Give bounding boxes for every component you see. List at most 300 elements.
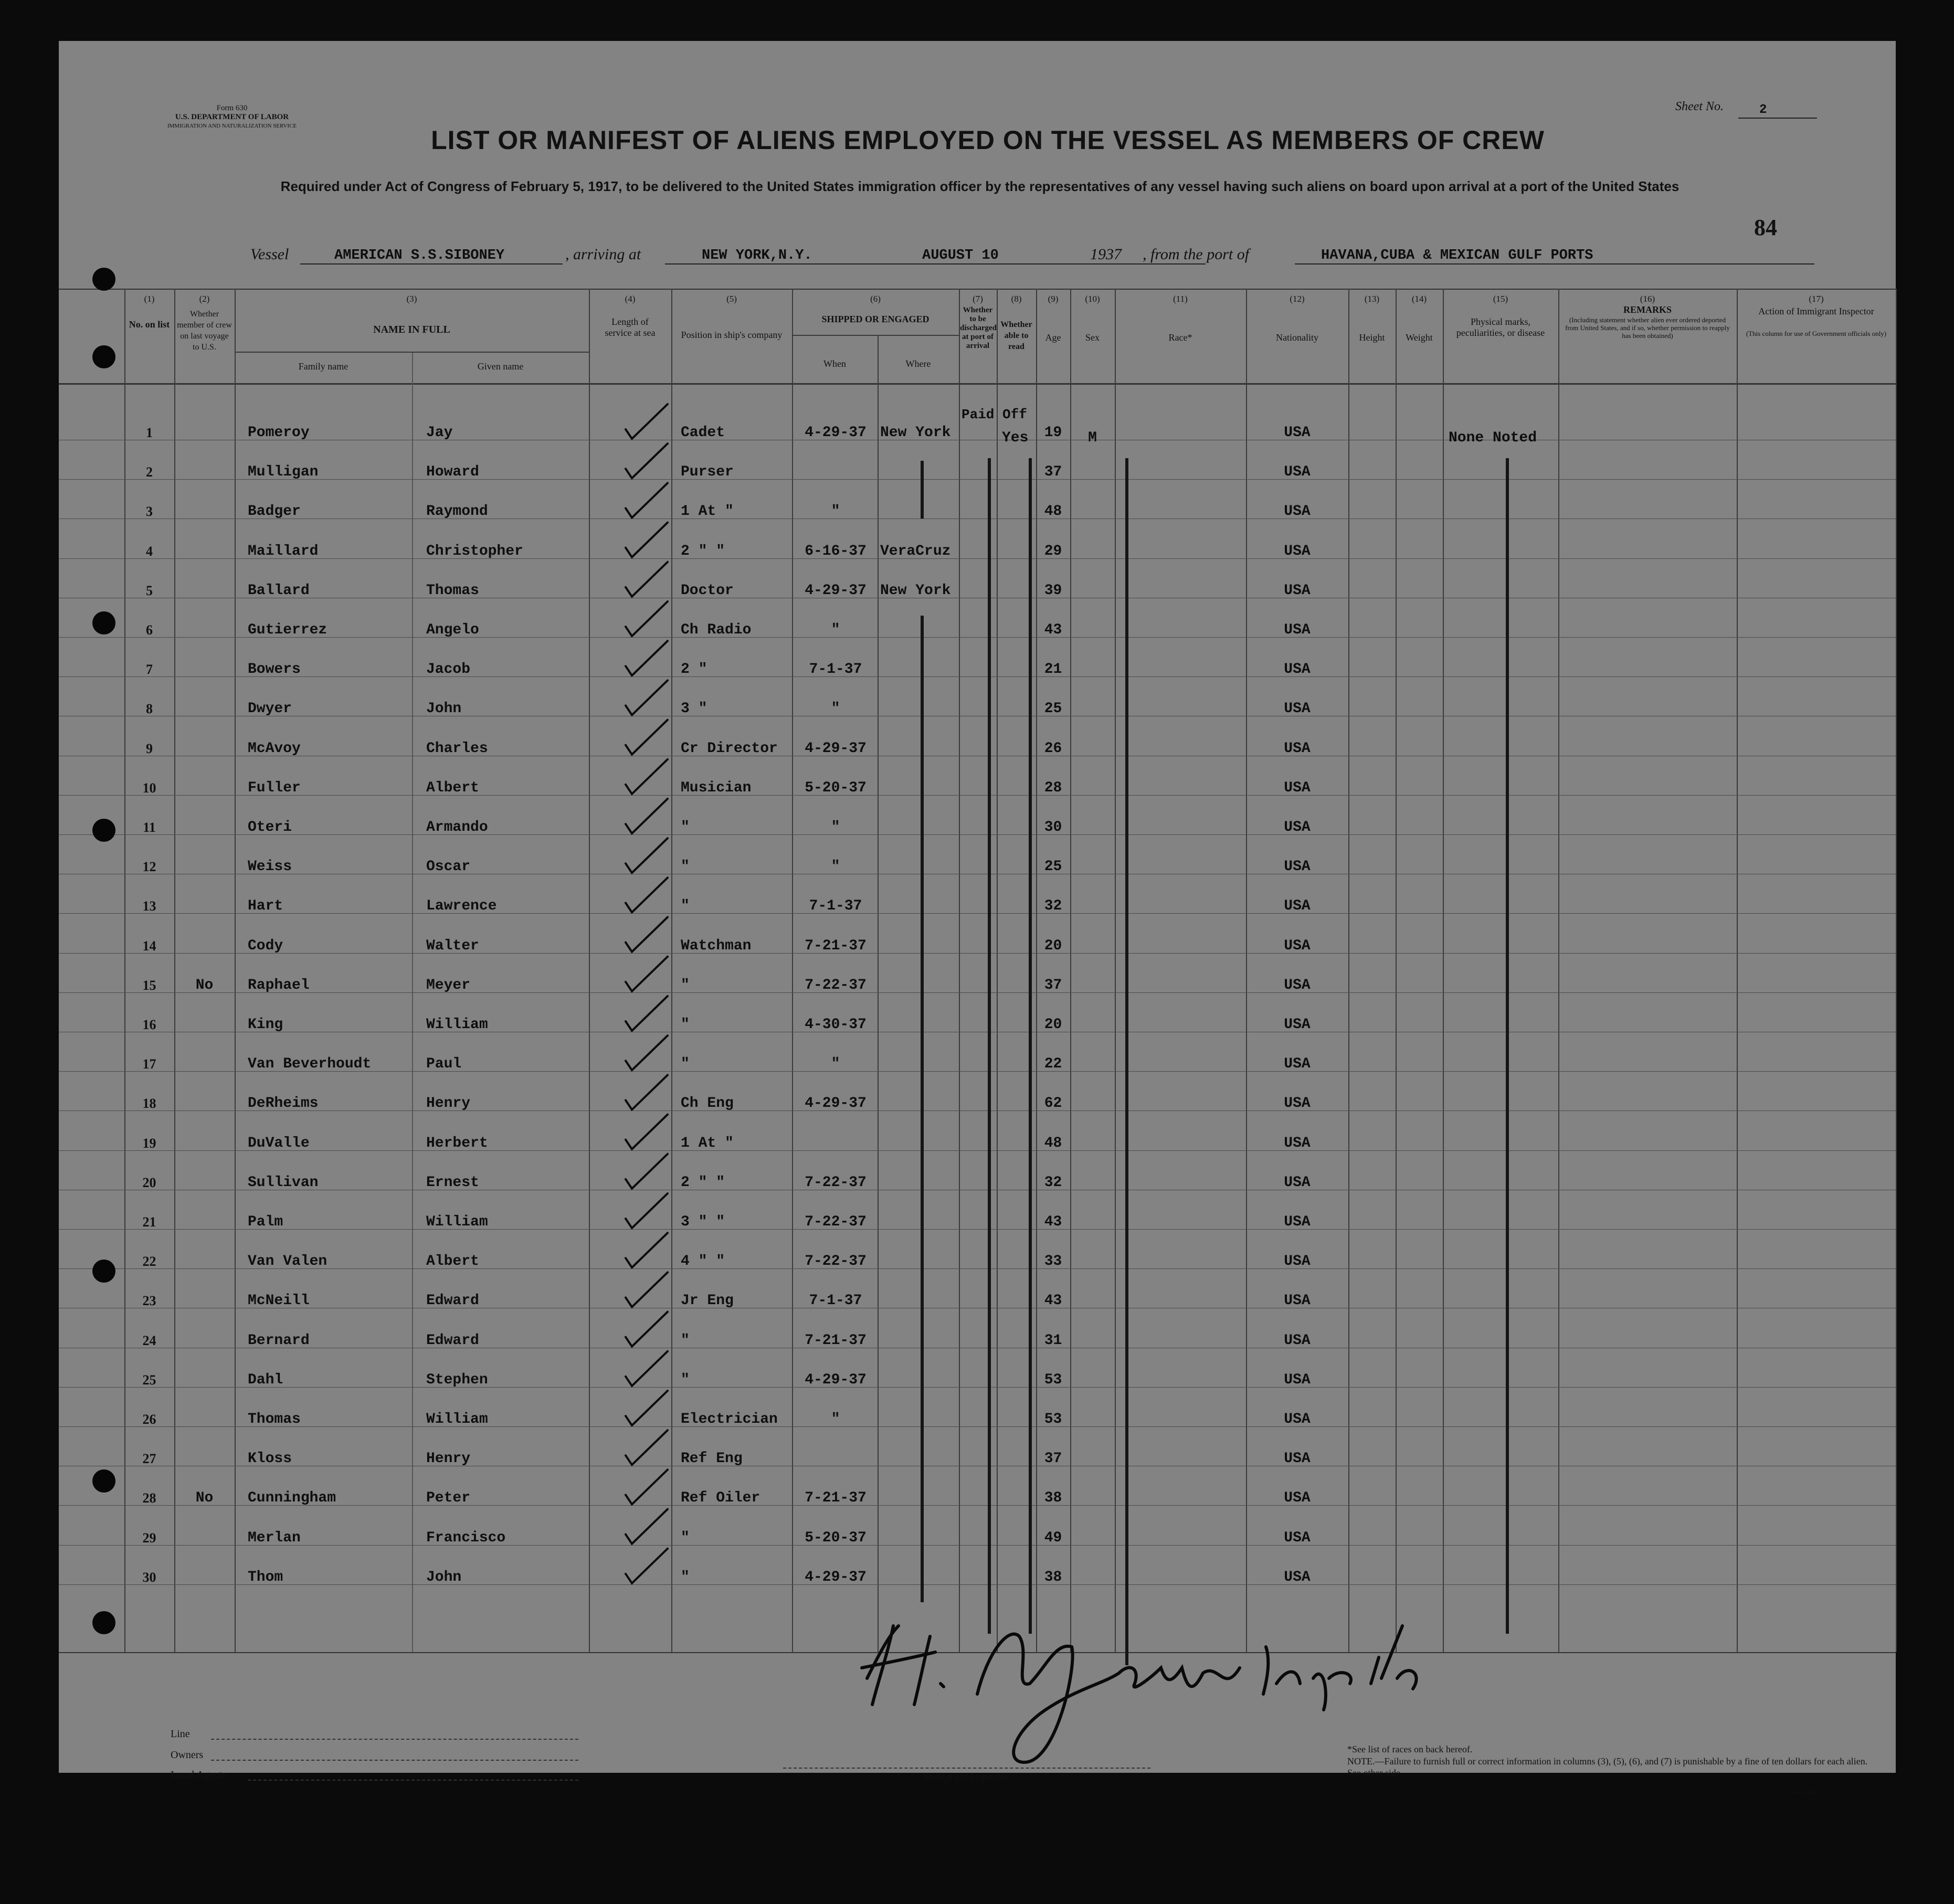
col10-label: Sex: [1085, 332, 1100, 343]
cell-shipped-when: 7-21-37: [805, 938, 867, 954]
cell-age: 43: [1044, 1214, 1062, 1230]
cell-family-name: Van Valen: [248, 1253, 328, 1270]
cell-given-name: Paul: [426, 1056, 462, 1072]
ditto-line: [1029, 458, 1032, 1634]
cell-age: 32: [1044, 898, 1062, 914]
cell-family-name: Dwyer: [248, 701, 292, 717]
ditto-line: [1506, 458, 1509, 1634]
cell-family-name: Maillard: [248, 543, 319, 559]
check-mark: [626, 601, 668, 636]
check-mark: [626, 799, 668, 833]
col2-number: (2): [199, 294, 210, 304]
col6-where-header: Where: [905, 358, 931, 369]
cell-family-name: Palm: [248, 1214, 283, 1230]
cell-row-number: 19: [142, 1136, 156, 1151]
check-mark: [626, 1469, 668, 1504]
cell-family-name: Dahl: [248, 1372, 283, 1388]
cell-shipped-where: New York: [880, 583, 951, 599]
cell-family-name: Van Beverhoudt: [248, 1056, 372, 1072]
cell-nationality: USA: [1284, 425, 1311, 441]
ditto-line: [921, 461, 924, 519]
cell-row-number: 11: [143, 820, 156, 835]
cell-row-number: 18: [142, 1096, 156, 1111]
sheet-number: 2: [1759, 103, 1767, 117]
cell-age: 37: [1044, 1451, 1062, 1467]
col3-number: (3): [406, 294, 417, 304]
cell-row-number: 20: [142, 1175, 156, 1190]
from-port-label: , from the port of: [1143, 246, 1250, 263]
cell-shipped-when: 7-1-37: [809, 898, 862, 914]
check-mark: [626, 1115, 668, 1149]
binder-hole: [92, 1469, 115, 1493]
check-mark: [626, 443, 668, 478]
cell-given-name: Albert: [426, 780, 479, 796]
cell-family-name: Thomas: [248, 1411, 301, 1427]
cell-position: ": [681, 977, 690, 993]
cell-family-name: Hart: [248, 898, 283, 914]
row1-sex: M: [1088, 430, 1097, 446]
fine-note: NOTE.—Failure to furnish full or correct information in columns (3), (5), (6), and (7) is punishable by a fine of ten dollars for each alien. See other side.: [1347, 1756, 1868, 1778]
table-row: [59, 1548, 1896, 1585]
binder-hole: [92, 268, 115, 291]
page-mark: 84: [1754, 215, 1777, 240]
cell-nationality: USA: [1284, 859, 1311, 875]
cell-family-name: Weiss: [248, 859, 292, 875]
cell-nationality: USA: [1284, 464, 1311, 480]
owners-field: [211, 1760, 578, 1761]
cell-given-name: Jay: [426, 425, 453, 441]
cell-age: 31: [1044, 1332, 1062, 1349]
table-row: [59, 1192, 1896, 1230]
cell-row-number: 23: [142, 1293, 156, 1308]
col8-number: (8): [1011, 294, 1022, 304]
cell-row-number: 22: [142, 1254, 156, 1269]
cell-given-name: Stephen: [426, 1372, 488, 1388]
cell-position: Ch Radio: [681, 622, 752, 638]
check-mark: [626, 917, 668, 952]
cell-shipped-when: ": [831, 819, 840, 835]
cell-nationality: USA: [1284, 1372, 1311, 1388]
cell-shipped-when: 7-1-37: [809, 661, 862, 678]
col16-number: (16): [1640, 294, 1655, 304]
cell-family-name: Gutierrez: [248, 622, 328, 638]
cell-position: Cadet: [681, 425, 725, 441]
cell-position: ": [681, 1332, 690, 1349]
cell-shipped-when: ": [831, 701, 840, 717]
cell-shipped-where: VeraCruz: [880, 543, 951, 559]
cell-shipped-when: ": [831, 1056, 840, 1072]
col4-label: Length of service at sea: [605, 316, 656, 338]
cell-nationality: USA: [1284, 701, 1311, 717]
col17-note: (This column for use of Government officials only): [1746, 330, 1887, 337]
cell-age: 26: [1044, 741, 1062, 757]
table-row: [59, 876, 1896, 914]
check-mark: [626, 404, 668, 439]
cell-position: Cr Director: [681, 741, 778, 757]
cell-shipped-when: 7-1-37: [809, 1293, 862, 1309]
cell-family-name: Cody: [248, 938, 283, 954]
from-port: HAVANA,CUBA & MEXICAN GULF PORTS: [1321, 248, 1593, 263]
cell-nationality: USA: [1284, 819, 1311, 835]
form-subtitle: Required under Act of Congress of February 5, 1917, to be delivered to the United States immigration officer by the representatives of any vessel having such aliens on board upon arrival at a port of the United States: [280, 178, 1680, 194]
table-row: [59, 600, 1896, 638]
row1-physical-marks: None Noted: [1449, 430, 1537, 446]
cell-family-name: Mulligan: [248, 464, 319, 480]
cell-family-name: DeRheims: [248, 1095, 319, 1112]
ditto-line: [921, 616, 924, 1602]
cell-nationality: USA: [1284, 1175, 1311, 1191]
cell-shipped-when: 4-29-37: [805, 741, 867, 757]
table-row: [59, 1074, 1896, 1112]
cell-shipped-when: 5-20-37: [805, 780, 867, 796]
col9-number: (9): [1048, 294, 1059, 304]
table-row: [59, 1390, 1896, 1427]
cell-age: 30: [1044, 819, 1062, 835]
cell-row-number: 17: [142, 1056, 156, 1072]
check-mark: [626, 1351, 668, 1386]
table-row: [59, 1114, 1896, 1151]
cell-family-name: Thom: [248, 1569, 283, 1585]
cell-given-name: Lawrence: [426, 898, 497, 914]
cell-family-name: Sullivan: [248, 1175, 319, 1191]
col13-number: (13): [1364, 294, 1380, 304]
col15-number: (15): [1493, 294, 1508, 304]
cell-given-name: Walter: [426, 938, 479, 954]
cell-shipped-when: 4-29-37: [805, 425, 867, 441]
cell-row-number: 16: [142, 1017, 156, 1032]
check-mark: [626, 1075, 668, 1109]
line-field: [211, 1739, 578, 1740]
cell-given-name: Oscar: [426, 859, 471, 875]
cell-age: 62: [1044, 1095, 1062, 1112]
cell-age: 48: [1044, 1135, 1062, 1151]
cell-given-name: Angelo: [426, 622, 479, 638]
col6-number: (6): [870, 294, 881, 304]
cell-row-number: 7: [146, 662, 153, 677]
local-agents-label: Local Agents: [171, 1769, 227, 1781]
local-agents-field: [248, 1780, 578, 1781]
check-mark: [626, 523, 668, 557]
cell-shipped-when: 7-22-37: [805, 1253, 867, 1270]
cell-row-number: 9: [146, 741, 153, 756]
table-row: [59, 956, 1896, 993]
cell-nationality: USA: [1284, 661, 1311, 678]
cell-nationality: USA: [1284, 1332, 1311, 1349]
table-row: [59, 482, 1896, 520]
check-mark: [626, 957, 668, 991]
col17-label: Action of Immigrant Inspector: [1758, 306, 1874, 316]
table-row: [59, 1311, 1896, 1349]
check-mark: [626, 1509, 668, 1544]
cell-nationality: USA: [1284, 1135, 1311, 1151]
cell-row-number: 2: [146, 464, 153, 480]
cell-position: Electrician: [681, 1411, 778, 1427]
check-mark: [626, 1233, 668, 1267]
cell-given-name: Francisco: [426, 1530, 506, 1546]
check-mark: [626, 1154, 668, 1189]
cell-position: 2 " ": [681, 543, 725, 559]
cell-age: 32: [1044, 1175, 1062, 1191]
cell-family-name: McNeill: [248, 1293, 310, 1309]
col14-label: Weight: [1406, 332, 1433, 343]
row1-discharged: Paid Off: [962, 407, 1027, 422]
cell-given-name: Thomas: [426, 583, 479, 599]
cell-given-name: Henry: [426, 1451, 471, 1467]
inspector-signature: [857, 1605, 1434, 1773]
sheet-number-field: [1738, 103, 1817, 119]
binder-hole: [92, 345, 115, 368]
cell-last-voyage: No: [195, 977, 214, 993]
col1-number: (1): [144, 294, 155, 304]
service-check-marks: [589, 385, 673, 1652]
table-row: [59, 995, 1896, 1033]
cell-position: ": [681, 819, 690, 835]
cell-row-number: 26: [142, 1412, 156, 1427]
cell-position: 1 At ": [681, 503, 734, 520]
col11-label: Race*: [1168, 332, 1192, 343]
cell-age: 33: [1044, 1253, 1062, 1270]
col5-label: Position in ship's company: [681, 330, 783, 340]
cell-position: 4 " ": [681, 1253, 725, 1270]
cell-shipped-when: 7-21-37: [805, 1332, 867, 1349]
cell-nationality: USA: [1284, 1293, 1311, 1309]
cell-position: Purser: [681, 464, 734, 480]
table-row: [59, 758, 1896, 796]
inspector-label: Immigrant Inspector.: [923, 1771, 1011, 1783]
vessel-label: Vessel: [250, 246, 289, 263]
cell-given-name: Charles: [426, 741, 488, 757]
col9-label: Age: [1045, 332, 1061, 343]
cell-family-name: Cunningham: [248, 1490, 336, 1506]
cell-given-name: Herbert: [426, 1135, 488, 1151]
check-mark: [626, 720, 668, 755]
table-row: [59, 679, 1896, 717]
col7-number: (7): [973, 294, 983, 304]
cell-shipped-when: ": [831, 622, 840, 638]
cell-age: 29: [1044, 543, 1062, 559]
cell-given-name: Meyer: [426, 977, 471, 993]
cell-row-number: 15: [142, 978, 156, 993]
check-mark: [626, 1430, 668, 1465]
cell-row-number: 6: [146, 622, 153, 638]
header-bottom-border: [59, 383, 1896, 385]
cell-position: Ref Eng: [681, 1451, 743, 1467]
cell-given-name: William: [426, 1017, 488, 1033]
arrival-port: NEW YORK,N.Y.: [702, 248, 812, 263]
cell-row-number: 1: [146, 425, 153, 440]
cell-row-number: 3: [146, 504, 153, 519]
col3-label: NAME IN FULL: [373, 324, 450, 335]
col3-given-header: Given name: [477, 361, 524, 372]
cell-age: 48: [1044, 503, 1062, 520]
cell-family-name: McAvoy: [248, 741, 301, 757]
check-mark: [626, 996, 668, 1031]
binder-hole: [92, 1260, 115, 1283]
cell-given-name: Howard: [426, 464, 479, 480]
check-mark: [626, 1549, 668, 1583]
table-row: [59, 1429, 1896, 1467]
cell-nationality: USA: [1284, 1530, 1311, 1546]
table-row: [59, 561, 1896, 599]
col2-label: Whether member of crew on last voyage to U.S.: [177, 310, 232, 352]
cell-age: 53: [1044, 1411, 1062, 1427]
cell-given-name: William: [426, 1214, 488, 1230]
cell-row-number: 13: [142, 898, 156, 914]
cell-position: 3 ": [681, 701, 707, 717]
table-row: [59, 1153, 1896, 1191]
races-note: *See list of races on back hereof.: [1347, 1744, 1473, 1754]
cell-given-name: William: [426, 1411, 488, 1427]
cell-family-name: King: [248, 1017, 283, 1033]
line-label: Line: [171, 1728, 190, 1740]
cell-age: 38: [1044, 1490, 1062, 1506]
table-row: [59, 1468, 1896, 1506]
col3-family-header: Family name: [298, 361, 348, 372]
binder-hole: [92, 611, 115, 634]
cell-age: 25: [1044, 701, 1062, 717]
check-mark: [626, 1193, 668, 1228]
cell-row-number: 29: [142, 1530, 156, 1546]
cell-family-name: Kloss: [248, 1451, 292, 1467]
table-row: [59, 1508, 1896, 1546]
name-subheader-rule: [235, 352, 589, 353]
table-row: [59, 1350, 1896, 1388]
col4-number: (4): [625, 294, 636, 304]
cell-age: 20: [1044, 938, 1062, 954]
table-row: [59, 837, 1896, 875]
form-number: Form 630: [216, 104, 248, 112]
cell-position: ": [681, 859, 690, 875]
cell-shipped-when: 7-22-37: [805, 977, 867, 993]
cell-position: ": [681, 1017, 690, 1033]
cell-shipped-when: 4-29-37: [805, 1095, 867, 1112]
cell-position: Ref Oiler: [681, 1490, 761, 1506]
cell-age: 25: [1044, 859, 1062, 875]
cell-row-number: 25: [142, 1372, 156, 1388]
cell-row-number: 4: [146, 544, 153, 559]
cell-given-name: Jacob: [426, 661, 471, 678]
cell-nationality: USA: [1284, 503, 1311, 520]
arrival-year: 1937: [1090, 246, 1122, 263]
cell-given-name: Peter: [426, 1490, 471, 1506]
ditto-line: [1125, 458, 1128, 1665]
check-mark: [626, 759, 668, 794]
ditto-line: [988, 458, 991, 1634]
table-row: [59, 719, 1896, 757]
cell-age: 43: [1044, 1293, 1062, 1309]
cell-position: ": [681, 1056, 690, 1072]
cell-family-name: Ballard: [248, 583, 310, 599]
cell-family-name: Bowers: [248, 661, 301, 678]
cell-family-name: Oteri: [248, 819, 292, 835]
col-rule: [1896, 289, 1897, 1652]
cell-row-number: 5: [146, 583, 153, 598]
table-row: [59, 1271, 1896, 1309]
cell-age: 49: [1044, 1530, 1062, 1546]
arrival-date: AUGUST 10: [922, 248, 999, 263]
binder-hole: [92, 819, 115, 842]
cell-shipped-when: 5-20-37: [805, 1530, 867, 1546]
cell-age: 22: [1044, 1056, 1062, 1072]
cell-nationality: USA: [1284, 622, 1311, 638]
cell-row-number: 30: [142, 1570, 156, 1585]
cell-given-name: Edward: [426, 1332, 479, 1349]
check-mark: [626, 562, 668, 597]
table-row: [59, 1232, 1896, 1270]
owners-label: Owners: [171, 1749, 204, 1761]
table-row: [59, 442, 1896, 480]
cell-position: Jr Eng: [681, 1293, 734, 1309]
cell-row-number: 24: [142, 1333, 156, 1348]
cell-shipped-when: ": [831, 1411, 840, 1427]
col13-label: Height: [1359, 332, 1385, 343]
sheet-number-label: Sheet No.: [1675, 100, 1724, 113]
cell-position: 3 " ": [681, 1214, 725, 1230]
check-mark: [626, 838, 668, 873]
cell-family-name: Bernard: [248, 1332, 310, 1349]
cell-nationality: USA: [1284, 1056, 1311, 1072]
table-row: [59, 522, 1896, 559]
form-code: 14—1340: [1791, 1789, 1816, 1796]
cell-position: Ch Eng: [681, 1095, 734, 1112]
cell-given-name: Christopher: [426, 543, 523, 559]
cell-shipped-when: 4-29-37: [805, 1569, 867, 1585]
cell-position: 2 ": [681, 661, 707, 678]
cell-nationality: USA: [1284, 1490, 1311, 1506]
check-mark: [626, 641, 668, 675]
col8-label: Whether able to read: [1000, 320, 1032, 351]
cell-age: 28: [1044, 780, 1062, 796]
cell-given-name: John: [426, 701, 462, 717]
binder-hole: [92, 1611, 115, 1634]
check-mark: [626, 1272, 668, 1307]
cell-given-name: Raymond: [426, 503, 488, 520]
cell-family-name: Badger: [248, 503, 301, 520]
form-header: [159, 104, 305, 131]
cell-age: 43: [1044, 622, 1062, 638]
cell-shipped-when: 7-22-37: [805, 1175, 867, 1191]
cell-nationality: USA: [1284, 1017, 1311, 1033]
cell-position: 2 " ": [681, 1175, 725, 1191]
cell-nationality: USA: [1284, 1253, 1311, 1270]
cell-family-name: Merlan: [248, 1530, 301, 1546]
cell-row-number: 27: [142, 1451, 156, 1466]
manifest-sheet: [59, 41, 1896, 1796]
cell-position: 1 At ": [681, 1135, 734, 1151]
cell-nationality: USA: [1284, 1411, 1311, 1427]
cell-shipped-when: 6-16-37: [805, 543, 867, 559]
cell-age: 37: [1044, 977, 1062, 993]
arriving-label: , arriving at: [565, 246, 641, 263]
check-mark: [626, 877, 668, 912]
cell-row-number: 12: [142, 859, 156, 874]
cell-given-name: Albert: [426, 1253, 479, 1270]
cell-shipped-when: 4-29-37: [805, 1372, 867, 1388]
cell-age: 39: [1044, 583, 1062, 599]
col10-number: (10): [1085, 294, 1100, 304]
cell-age: 53: [1044, 1372, 1062, 1388]
col16-label: REMARKS: [1623, 304, 1672, 315]
cell-row-number: 10: [142, 780, 156, 796]
col15-label: Physical marks, peculiarities, or disease: [1456, 316, 1545, 338]
cell-age: 20: [1044, 1017, 1062, 1033]
cell-shipped-when: 7-21-37: [805, 1490, 867, 1506]
col12-label: Nationality: [1276, 332, 1318, 343]
cell-row-number: 8: [146, 701, 153, 716]
col16-note: (Including statement whether alien ever ordered deported from United States, and if so, whether permission to reapply has been obtained): [1565, 316, 1730, 340]
col11-number: (11): [1173, 294, 1188, 304]
table-row: [59, 640, 1896, 678]
